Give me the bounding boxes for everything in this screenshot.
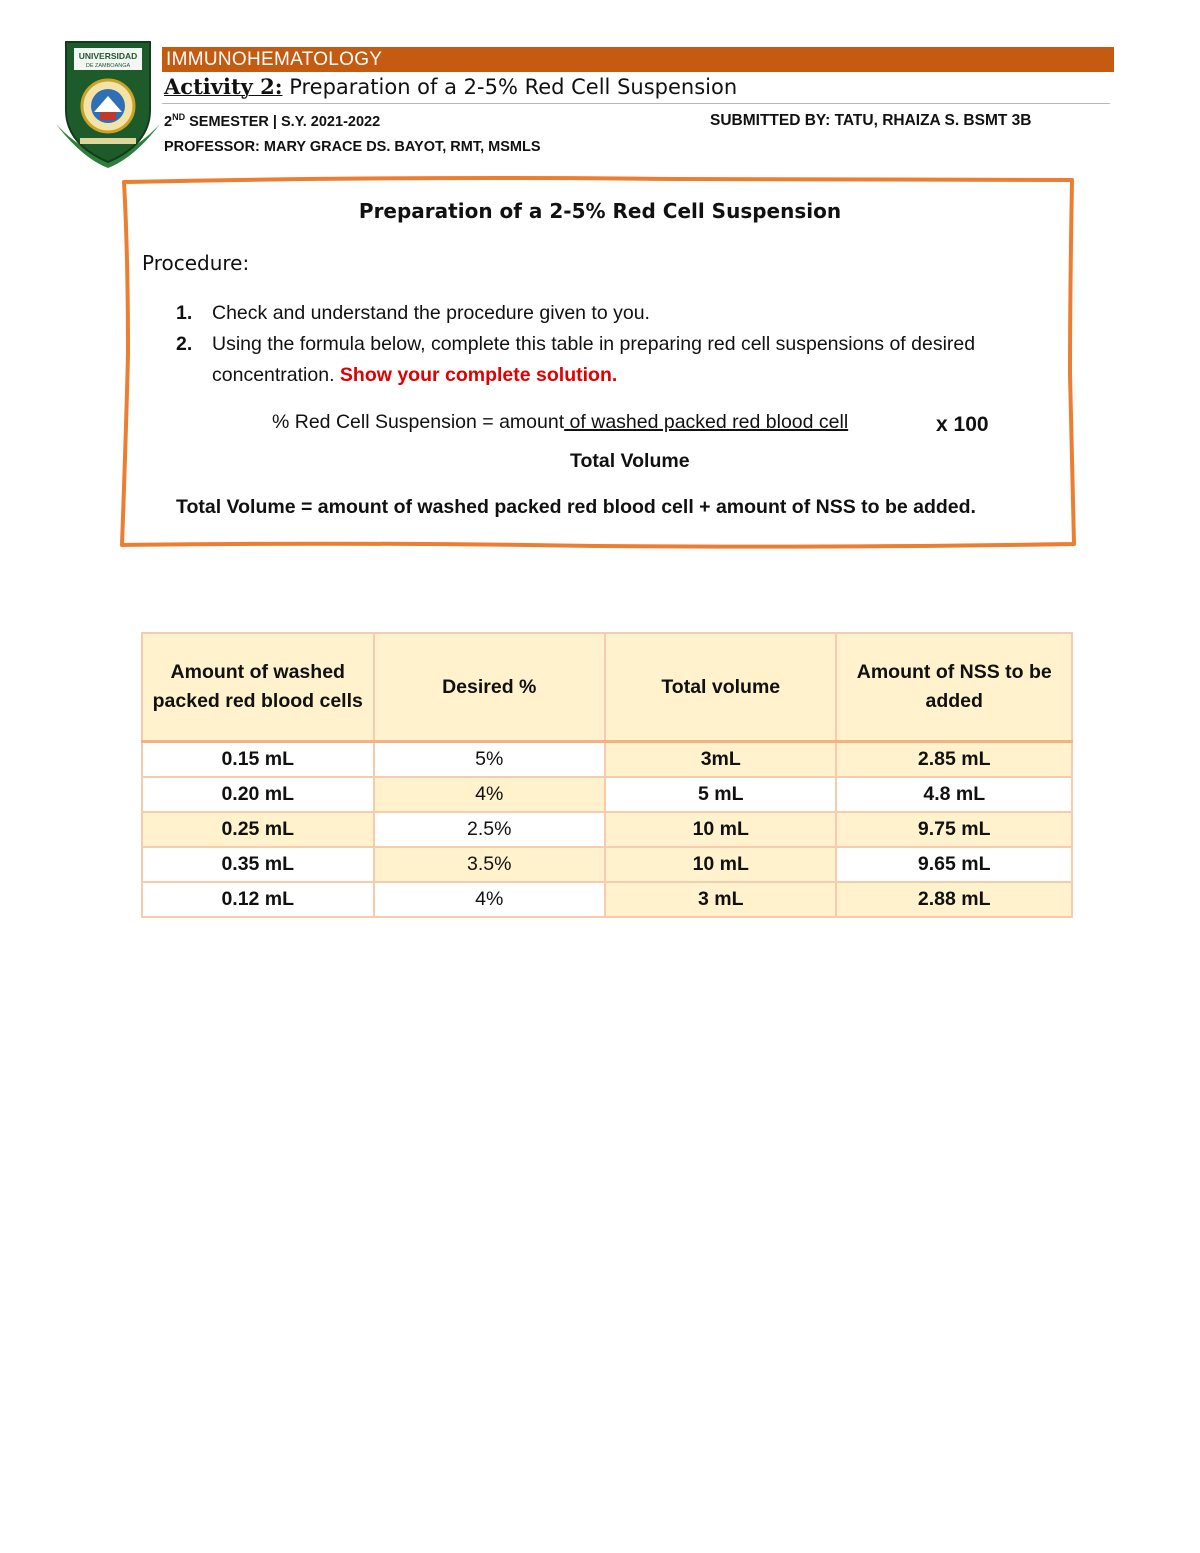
table-cell: 4% bbox=[374, 777, 606, 812]
table-cell: 5 mL bbox=[605, 777, 836, 812]
submitted-by: SUBMITTED BY: TATU, RHAIZA S. BSMT 3B bbox=[710, 112, 1032, 129]
activity-title-text: Preparation of a 2-5% Red Cell Suspension bbox=[282, 75, 738, 99]
table-cell: 4% bbox=[374, 882, 606, 917]
procedure-step bbox=[176, 329, 1066, 391]
table-cell: 0.15 mL bbox=[142, 742, 374, 778]
table-cell: 0.25 mL bbox=[142, 812, 374, 847]
svg-text:UNIVERSIDAD: UNIVERSIDAD bbox=[78, 51, 138, 61]
table-cell: 5% bbox=[374, 742, 606, 778]
semester-info bbox=[164, 112, 380, 130]
svg-text:DE ZAMBOANGA: DE ZAMBOANGA bbox=[85, 63, 131, 69]
header-total-volume: Total volume bbox=[605, 633, 836, 742]
table-cell: 3 mL bbox=[605, 882, 836, 917]
activity-label: Activity 2: bbox=[164, 74, 283, 99]
step-text: Check and understand the procedure given to you. bbox=[212, 302, 650, 324]
table-cell: 0.35 mL bbox=[142, 847, 374, 882]
table-cell: 3mL bbox=[605, 742, 836, 778]
formula-line bbox=[272, 411, 848, 434]
semester-text: SEMESTER | S.Y. 2021-2022 bbox=[185, 113, 381, 130]
university-seal-logo bbox=[52, 40, 164, 170]
header-divider bbox=[162, 103, 1110, 104]
table-cell: 2.5% bbox=[374, 812, 606, 847]
formula-multiplier: x 100 bbox=[936, 413, 989, 436]
total-volume-equation: Total Volume = amount of washed packed red blood cell + amount of NSS to be added. bbox=[176, 496, 976, 518]
table-row bbox=[142, 847, 1072, 882]
suspension-table bbox=[141, 632, 1073, 918]
step-emphasis: Show your complete solution. bbox=[339, 364, 618, 386]
professor-info: PROFESSOR: MARY GRACE DS. BAYOT, RMT, MSMLS bbox=[164, 139, 541, 155]
table-cell: 3.5% bbox=[374, 847, 606, 882]
table-cell: 2.88 mL bbox=[836, 882, 1072, 917]
table-row bbox=[142, 742, 1072, 778]
procedure-label: Procedure: bbox=[142, 251, 250, 275]
header-desired-percent: Desired % bbox=[374, 633, 606, 742]
header-nss-amount: Amount of NSS to be added bbox=[836, 633, 1072, 742]
step-number: 2. bbox=[176, 333, 193, 355]
table-row bbox=[142, 882, 1072, 917]
table-cell: 9.75 mL bbox=[836, 812, 1072, 847]
header-washed-cells: Amount of washed packed red blood cells bbox=[142, 633, 374, 742]
table-cell: 0.12 mL bbox=[142, 882, 374, 917]
formula-denominator: Total Volume bbox=[570, 450, 690, 472]
table-row bbox=[142, 777, 1072, 812]
step-text: Using the formula below, complete this table in preparing red cell suspensions of desired concentration. bbox=[212, 333, 976, 386]
table-cell: 0.20 mL bbox=[142, 777, 374, 812]
table-cell: 10 mL bbox=[605, 847, 836, 882]
formula-left: % Red Cell Suspension = amount bbox=[272, 411, 565, 433]
subject-banner: IMMUNOHEMATOLOGY bbox=[162, 47, 1114, 72]
table-cell: 9.65 mL bbox=[836, 847, 1072, 882]
semester-number: 2 bbox=[164, 113, 173, 130]
table-cell: 2.85 mL bbox=[836, 742, 1072, 778]
table-header-row bbox=[142, 633, 1072, 742]
semester-ordinal: ND bbox=[172, 112, 186, 122]
formula-numerator: of washed packed red blood cell bbox=[564, 411, 849, 433]
procedure-step bbox=[176, 298, 1066, 329]
procedure-box-title: Preparation of a 2-5% Red Cell Suspension bbox=[358, 199, 842, 223]
procedure-steps bbox=[176, 298, 1066, 391]
table-cell: 4.8 mL bbox=[836, 777, 1072, 812]
activity-title bbox=[164, 74, 737, 99]
step-number: 1. bbox=[176, 302, 193, 324]
table-cell: 10 mL bbox=[605, 812, 836, 847]
table-row bbox=[142, 812, 1072, 847]
